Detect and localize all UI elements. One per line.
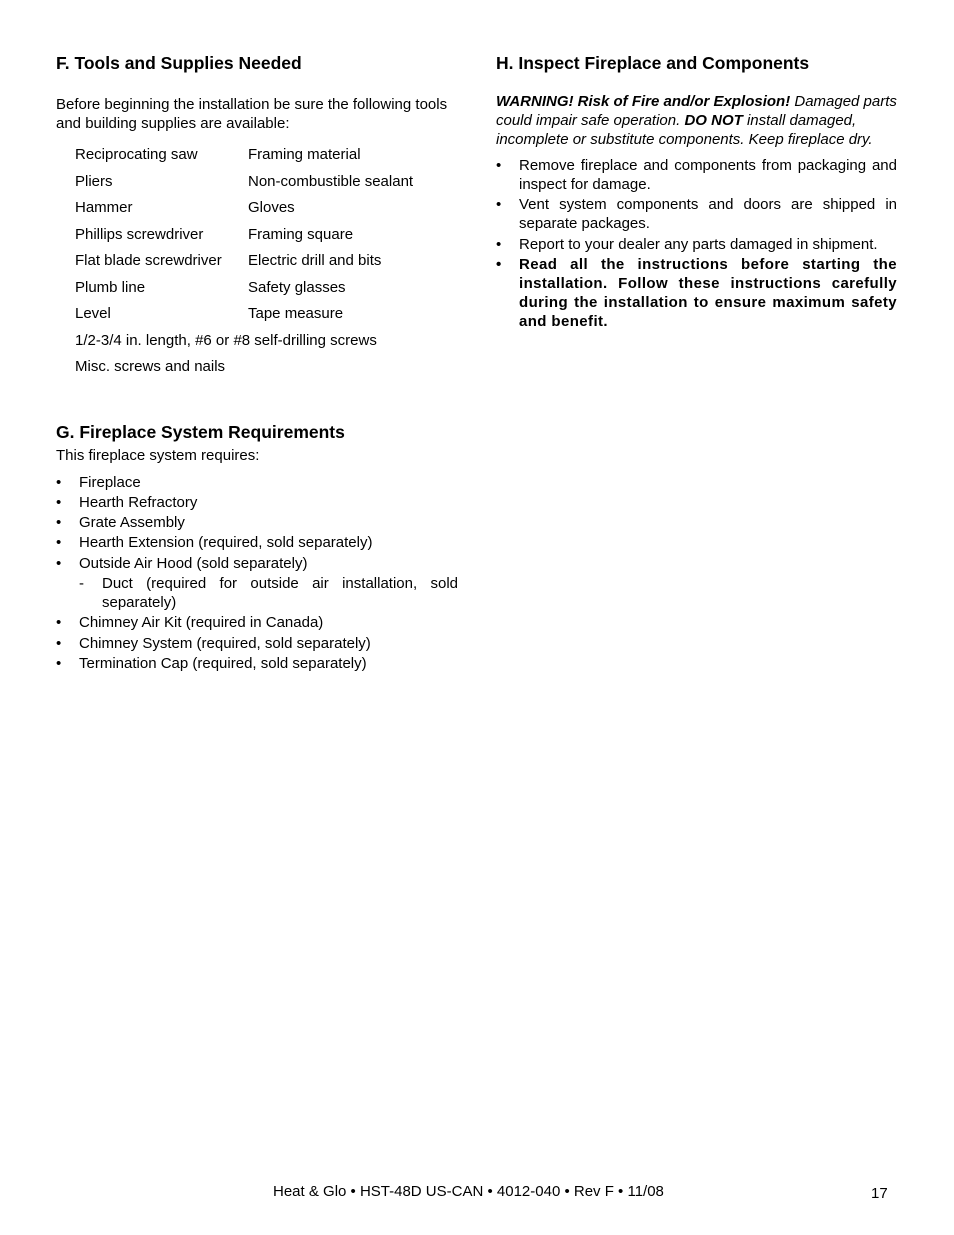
- page-number: 17: [871, 1185, 888, 1202]
- screws-item: 1/2-3/4 in. length, #6 or #8 self-drilling screws: [75, 331, 377, 349]
- bullet-icon: •: [496, 235, 502, 253]
- bullet-icon: •: [496, 196, 502, 214]
- bullet-icon: •: [56, 554, 62, 572]
- tool-item: Reciprocating saw: [75, 146, 198, 163]
- footer-text: Heat & Glo • HST-48D US-CAN • 4012-040 • Rev F • 11/08: [273, 1183, 664, 1200]
- do-not-label: DO NOT: [684, 112, 743, 129]
- bullet-icon: •: [56, 493, 62, 511]
- bullet-icon: •: [56, 654, 62, 672]
- list-item: • Read all the instructions before starting the installation. Follow these instructions carefully during the installation to ensure maximum safety and benefit.: [496, 255, 897, 330]
- section-f-heading: F. Tools and Supplies Needed: [56, 53, 302, 73]
- requirements-list: [56, 473, 458, 673]
- list-item: • Chimney Air Kit (required in Canada): [56, 614, 324, 632]
- list-item: • Grate Assembly: [56, 514, 185, 532]
- list-item: • Hearth Extension (required, sold separately): [56, 534, 373, 552]
- list-item: • Vent system components and doors are shipped in separate packages.: [496, 196, 897, 233]
- supply-item: Framing material: [248, 146, 361, 163]
- list-item: • Termination Cap (required, sold separately): [56, 654, 367, 672]
- tool-item: Flat blade screwdriver: [75, 252, 222, 269]
- supply-item: Non-combustible sealant: [248, 172, 414, 190]
- bullet-icon: •: [56, 634, 62, 652]
- supply-item: Gloves: [248, 199, 295, 216]
- tool-row: [75, 198, 458, 225]
- tools-list: [75, 145, 458, 384]
- right-column: [496, 52, 897, 332]
- sub-list-item: - Duct (required for outside air installation, sold separately): [79, 574, 458, 611]
- list-item: • Fireplace: [56, 473, 141, 491]
- tool-row: [75, 225, 458, 252]
- bullet-icon: •: [56, 534, 62, 552]
- misc-item: Misc. screws and nails: [75, 358, 226, 375]
- left-column: [56, 52, 458, 674]
- bullet-icon: •: [56, 614, 62, 632]
- tool-row: [75, 172, 458, 199]
- warning-text: WARNING! Risk of Fire and/or Explosion! Damaged parts could impair safe operation. DO NOT install damaged, incomplete or substitute components. Keep fireplace dry.: [496, 93, 897, 148]
- tool-item: Pliers: [75, 172, 113, 190]
- tool-row: [75, 278, 458, 305]
- supply-item: Electric drill and bits: [248, 252, 382, 269]
- tool-row: [75, 145, 458, 172]
- bullet-icon: •: [496, 255, 502, 273]
- tool-row: [75, 251, 458, 278]
- supply-item: Safety glasses: [248, 278, 346, 296]
- tool-item: Phillips screwdriver: [75, 225, 204, 243]
- list-item: • Report to your dealer any parts damaged in shipment.: [496, 235, 878, 253]
- section-f-intro: Before beginning the installation be sure the following tools and building supplies are available:: [56, 96, 448, 132]
- list-item: • Outside Air Hood (sold separately): [56, 554, 308, 572]
- section-g-intro: This fireplace system requires:: [56, 446, 260, 464]
- tool-item: Plumb line: [75, 278, 146, 296]
- inspect-list: [496, 156, 897, 331]
- section-g-heading: G. Fireplace System Requirements: [56, 421, 345, 442]
- section-h-heading: H. Inspect Fireplace and Components: [496, 53, 810, 73]
- tool-row: [75, 304, 458, 331]
- list-item: • Hearth Refractory: [56, 493, 198, 511]
- warning-label: WARNING! Risk of Fire and/or Explosion!: [496, 93, 791, 110]
- bullet-icon: •: [496, 157, 502, 174]
- list-item: • Chimney System (required, sold separately): [56, 634, 371, 652]
- list-item: • Remove fireplace and components from packaging and inspect for damage.: [496, 157, 897, 193]
- bullet-icon: •: [56, 473, 62, 491]
- tool-item: Hammer: [75, 199, 133, 216]
- supply-item: Tape measure: [248, 305, 344, 322]
- dash-icon: -: [79, 574, 84, 592]
- tool-item: Level: [75, 305, 111, 322]
- supply-item: Framing square: [248, 225, 354, 243]
- bullet-icon: •: [56, 514, 62, 532]
